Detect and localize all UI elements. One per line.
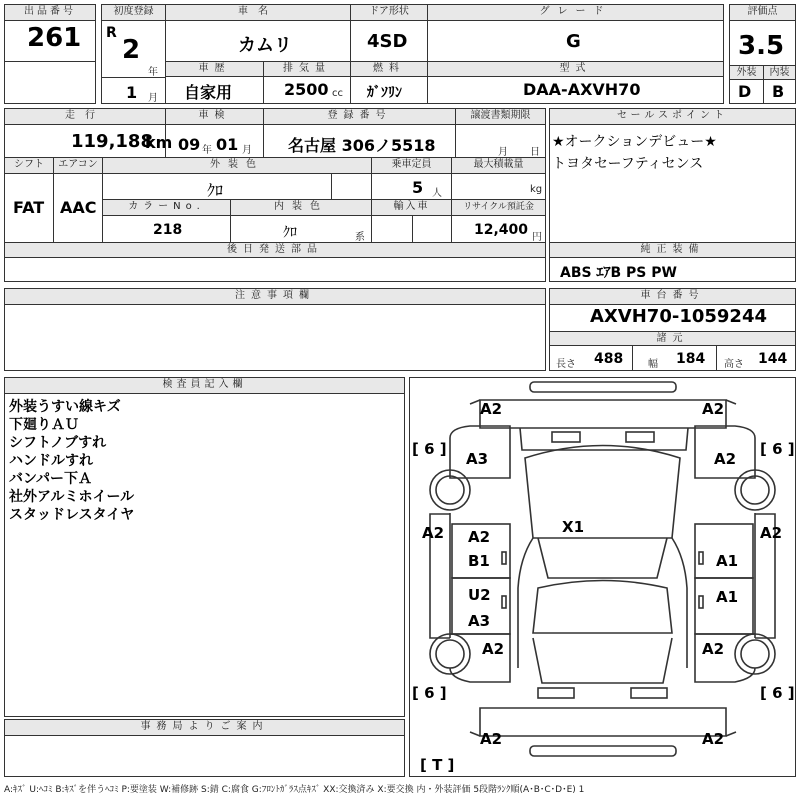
mark-door-rl-top: U2 [468,586,491,604]
import-label: 輸入車 [372,200,451,216]
door-box [350,4,428,62]
inspector-line: ハンドルすれ [9,453,93,469]
recycle-box [451,199,546,243]
door-type: 4SD [367,31,408,52]
tire-mark-fl: [ 6 ] [412,440,447,458]
displacement-label: 排気量 [264,62,350,77]
damage-legend: A:ｷｽﾞ U:ﾍｺﾐ B:ｷｽﾞを伴うﾍｺﾐ P:要塗装 W:補修跡 S:錆 C:腐食 G:ﾌﾛﾝﾄｶﾞﾗｽ点ｷｽﾞ XX:交換済み X:要交換 内・外装評価 5段階ﾗﾝｸ順(A･B･C･D･E) 1 [4,785,585,795]
length: 488 [594,351,624,367]
notes-label: 注意事項欄 [5,289,545,305]
shift: FAT [13,198,45,217]
length-label: 長さ [556,359,576,370]
mark-door-fl-top: A2 [468,528,491,546]
sales-point-2: トヨタセーフティセンス [552,156,704,172]
divider [331,174,332,199]
int-label: 内装 [763,65,795,80]
history: 自家用 [184,83,233,102]
plate-box [263,108,456,158]
shift-label: シフト [5,158,53,174]
height: 144 [758,351,788,367]
mark-front-left: A2 [480,400,503,418]
int-score: B [772,82,785,101]
insp-year: 09 [178,135,201,154]
car-outline-diagram [410,378,795,776]
score-box [729,4,796,104]
fuel-box [350,61,428,104]
color-no-label: カラーNo. [103,200,230,216]
mark-fender-fl: A3 [466,450,489,468]
inspector-line: 社外アルミホイール [9,489,135,505]
damage-diagram [409,377,796,777]
inspector-line: スタッドレスタイヤ [9,507,135,523]
lot-label: 出品番号 [5,5,95,21]
mark-roof: X1 [562,518,585,536]
grade: G [566,31,581,52]
equipment: ABS ｴｱB PS PW [560,265,677,281]
office-label: 事務局よりご案内 [5,720,404,736]
divider [763,65,764,103]
int-color: ｸﾛ [283,225,297,241]
mark-door-fl-bottom: B1 [468,552,490,570]
equipment-box [549,242,796,282]
fuel: ｶﾞｿﾘﾝ [367,85,402,101]
divider [632,346,633,370]
reg-month: 1 [126,83,138,102]
capacity-box [371,157,452,200]
km-unit: km [145,133,173,152]
mileage-box [4,108,173,158]
mark-front-right: A2 [702,400,725,418]
int-color-unit: 系 [355,232,365,243]
payload-box [451,157,546,200]
mark-rear-fender-l: A2 [482,640,505,658]
displacement: 2500 [284,80,329,99]
chassis: AXVH70-1059244 [590,306,767,327]
lot-number: 261 [27,23,82,53]
inspection-box [165,108,264,158]
sales-point-label: セールスポイント [550,109,795,125]
int-color-box [230,199,372,243]
model-label: 型式 [428,62,723,77]
equipment-label: 純正装備 [550,243,795,258]
ext-score: D [738,82,752,101]
ext-color: ｸﾛ [207,181,224,200]
trunk-mark: [ T ] [420,756,455,774]
tire-mark-rl: [ 6 ] [412,684,447,702]
payload-unit: kg [530,184,543,195]
car-name-label: 車名 [166,5,350,21]
cc-unit: cc [332,88,343,99]
first-reg-label: 初度登録 [102,5,165,21]
inspector-label: 検査員記入欄 [5,378,404,394]
mark-side-right: A2 [760,524,783,542]
inspector-line: バンパー下Ａ [9,471,93,487]
mark-side-left: A2 [422,524,445,542]
mileage: 119,188 [71,131,153,152]
fuel-label: 燃料 [351,62,427,77]
spec-label: 諸元 [550,331,795,346]
mark-door-rl-bottom: A3 [468,612,491,630]
car-name: カムリ [238,35,292,56]
grade-box [427,4,724,62]
inspection-label: 車検 [166,109,263,125]
recycle-label: リサイクル預託金 [452,200,545,216]
capacity: 5 [412,178,424,197]
aircon-label: エアコン [54,158,102,174]
mileage-label: 走行 [5,109,165,125]
mark-door-fr: A1 [716,552,739,570]
lot-box [4,4,96,62]
displacement-box [263,61,351,104]
width-label: 幅 [648,359,658,370]
aircon: AAC [60,198,97,217]
office-box [4,719,405,777]
plate: 名古屋 306ノ5518 [288,136,436,155]
era: R [106,25,117,41]
later-parts-box [4,242,546,282]
color-no-box [102,199,231,243]
capacity-label: 乗車定員 [372,158,451,174]
insp-month: 01 [216,135,239,154]
chassis-label: 車台番号 [550,289,795,305]
mark-rear-fender-r: A2 [702,640,725,658]
int-color-label: 内装色 [231,200,371,216]
capacity-unit: 人 [432,188,442,199]
ext-color-box [102,157,372,200]
grade-label: グレード [428,5,723,21]
month-unit: 月 [148,93,158,104]
import-box [371,199,452,243]
reg-year: 2 [122,35,141,65]
inspector-line: 外装うすい線キズ [9,399,121,415]
inspector-box [4,377,405,717]
insp-year-unit: 年 [202,145,212,156]
transfer-label: 譲渡書類期限 [456,109,545,125]
aircon-box [53,157,103,243]
later-parts-label: 後日発送部品 [5,243,545,258]
width: 184 [676,351,706,367]
year-unit: 年 [148,67,158,78]
history-label: 車歴 [166,62,263,77]
mark-rear-right: A2 [702,730,725,748]
first-reg-box [101,4,166,104]
lot-empty-box [4,61,96,104]
mark-door-rr: A1 [716,588,739,606]
ext-color-label: 外装色 [103,158,371,174]
divider [716,346,717,370]
divider [412,216,413,242]
chassis-box [549,288,796,371]
mark-fender-fr: A2 [714,450,737,468]
model: DAA-AXVH70 [523,80,641,99]
tire-mark-fr: [ 6 ] [760,440,795,458]
mark-rear-left: A2 [480,730,503,748]
transfer-box [455,108,546,158]
insp-month-unit: 月 [242,145,252,156]
door-label: ドア形状 [351,5,427,21]
inspector-line: 下廻りＡＵ [9,417,79,433]
model-box [427,61,724,104]
tire-mark-rr: [ 6 ] [760,684,795,702]
payload-label: 最大積載量 [452,158,545,174]
inspector-line: シフトノブすれ [9,435,107,451]
notes-box [4,288,546,371]
divider [102,77,165,78]
transfer-month-unit: 月 [498,147,508,158]
sales-point-box [549,108,796,243]
recycle: 12,400 [474,222,529,238]
car-name-box [165,4,351,62]
transfer-day-unit: 日 [530,147,540,158]
height-label: 高さ [724,359,744,370]
sales-point-1: ★オークションデビュー★ [552,134,717,150]
shift-box [4,157,54,243]
ext-label: 外装 [730,65,763,80]
recycle-unit: 円 [532,232,542,243]
history-box [165,61,264,104]
plate-label: 登録番号 [264,109,455,125]
color-no: 218 [153,222,183,238]
score: 3.5 [738,31,785,61]
score-label: 評価点 [730,5,795,21]
